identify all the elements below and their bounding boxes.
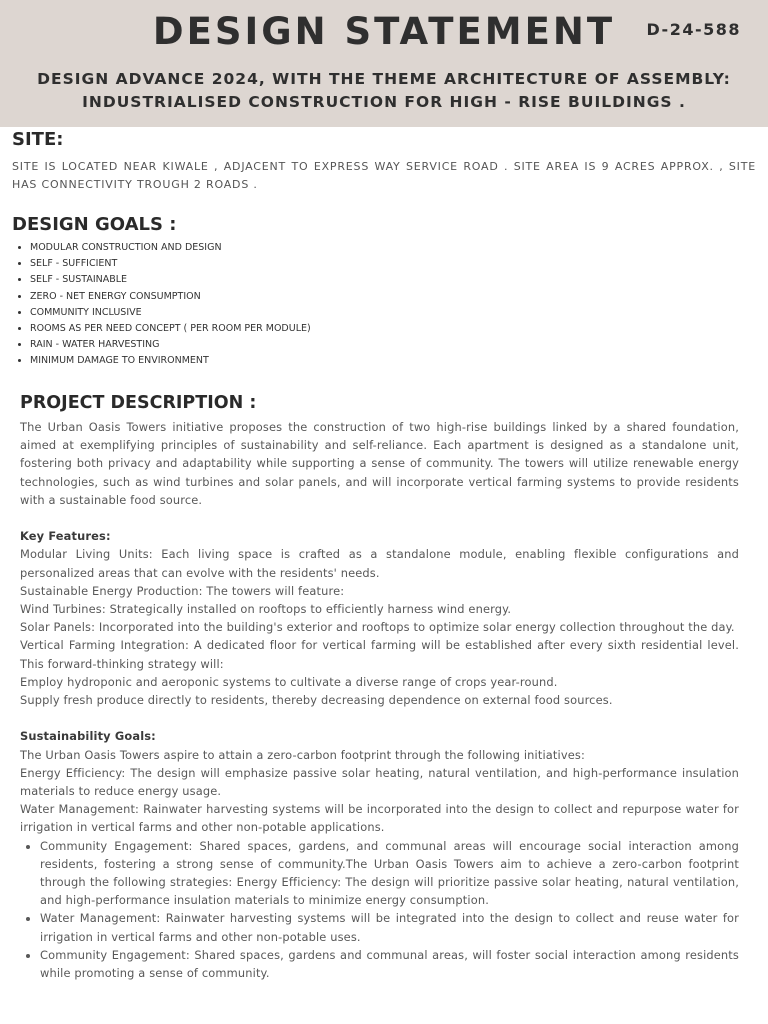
sustainability-goals-heading: Sustainability Goals: [20,729,156,744]
list-item: • SELF - SUSTAINABLE [30,272,311,288]
list-item: • SELF - SUFFICIENT [30,256,311,272]
paragraph-gap [20,509,739,527]
project-description-heading: PROJECT DESCRIPTION : [20,393,257,413]
key-feature-line: Wind Turbines: Strategically installed on rooftops to efficiently harness wind energy. [20,602,512,617]
list-item: • ZERO - NET ENERGY CONSUMPTION [30,289,311,305]
subtitle-line-1: DESIGN ADVANCE 2024, WITH THE THEME ARCHITECTURE OF ASSEMBLY: [37,70,731,88]
list-item: • MINIMUM DAMAGE TO ENVIRONMENT [30,353,311,369]
key-feature-line: Employ hydroponic and aeroponic systems to cultivate a diverse range of crops year-round. [20,674,558,689]
sustainability-line: Water Management: Rainwater harvesting systems will be incorporated into the design to collect and repurpose water for irrigation in vertical farms and other non-potable applications. [20,802,739,835]
list-item: • COMMUNITY INCLUSIVE [30,305,311,321]
sustainability-bullets [20,837,739,983]
project-description-body [20,418,739,982]
key-feature-line: Supply fresh produce directly to residents, thereby decreasing dependence on external food sources. [20,693,613,708]
document-code: D-24-588 [646,20,741,39]
key-feature-line: Sustainable Energy Production: The towers will feature: [20,583,345,598]
page-subtitle [0,68,768,114]
design-goals-heading: DESIGN GOALS : [12,214,177,235]
key-feature-line: Solar Panels: Incorporated into the building's exterior and rooftops to optimize solar energy collection throughout the day. [20,620,735,635]
page-title: DESIGN STATEMENT [152,10,616,53]
design-goals-list [12,240,311,370]
key-features-heading: Key Features: [20,529,111,544]
key-feature-line: Vertical Farming Integration: A dedicated floor for vertical farming will be established after every sixth residential level. This forward-thinking strategy will: [20,638,739,671]
list-item: • ROOMS AS PER NEED CONCEPT ( PER ROOM PER MODULE) [30,321,311,337]
list-item: • Community Engagement: Shared spaces, gardens, and communal areas will encourage social interaction among residents, fostering a strong sense of community.The Urban Oasis Towers aim to achieve a zero-carbon footprint through the following strategies: Energy Efficiency: The design will prioritize passive solar heating, natural ventilation, and high-performance insulation materials to minimize energy consumption. [40,837,739,910]
list-item: • MODULAR CONSTRUCTION AND DESIGN [30,240,311,256]
sustainability-line: Energy Efficiency: The design will emphasize passive solar heating, natural ventilation, and high-performance insulation materials to reduce energy usage. [20,765,739,799]
sustainability-line: The Urban Oasis Towers aspire to attain a zero-carbon footprint through the following initiatives: [20,747,585,762]
subtitle-line-2: INDUSTRIALISED CONSTRUCTION FOR HIGH - RISE BUILDINGS . [82,93,686,111]
project-intro: The Urban Oasis Towers initiative proposes the construction of two high-rise buildings linked by a shared foundation, aimed at exemplifying principles of sustainability and self-reliance. Each apartment is designed as a standalone unit, fostering both privacy and adaptability while supporting a sense of community. The towers will utilize renewable energy technologies, such as wind turbines and solar panels, and will incorporate vertical farming systems to provide residents with a sustainable food source. [20,420,739,507]
key-feature-line: Modular Living Units: Each living space is crafted as a standalone module, enabling flexible configurations and personalized areas that can evolve with the residents' needs. [20,547,739,580]
header-banner [0,0,768,127]
list-item: • Water Management: Rainwater harvesting systems will be integrated into the design to collect and reuse water for irrigation in vertical farms and other non-potable uses. [40,909,739,945]
site-heading: SITE: [12,129,64,150]
paragraph-gap [20,709,739,727]
site-text: SITE IS LOCATED NEAR KIWALE , ADJACENT TO EXPRESS WAY SERVICE ROAD . SITE AREA IS 9 ACRES APPROX. , SITE HAS CONNECTIVITY TROUGH 2 ROADS . [12,160,756,191]
list-item: • RAIN - WATER HARVESTING [30,337,311,353]
list-item: • Community Engagement: Shared spaces, gardens and communal areas, will foster social interaction among residents while promoting a sense of community. [40,946,739,982]
